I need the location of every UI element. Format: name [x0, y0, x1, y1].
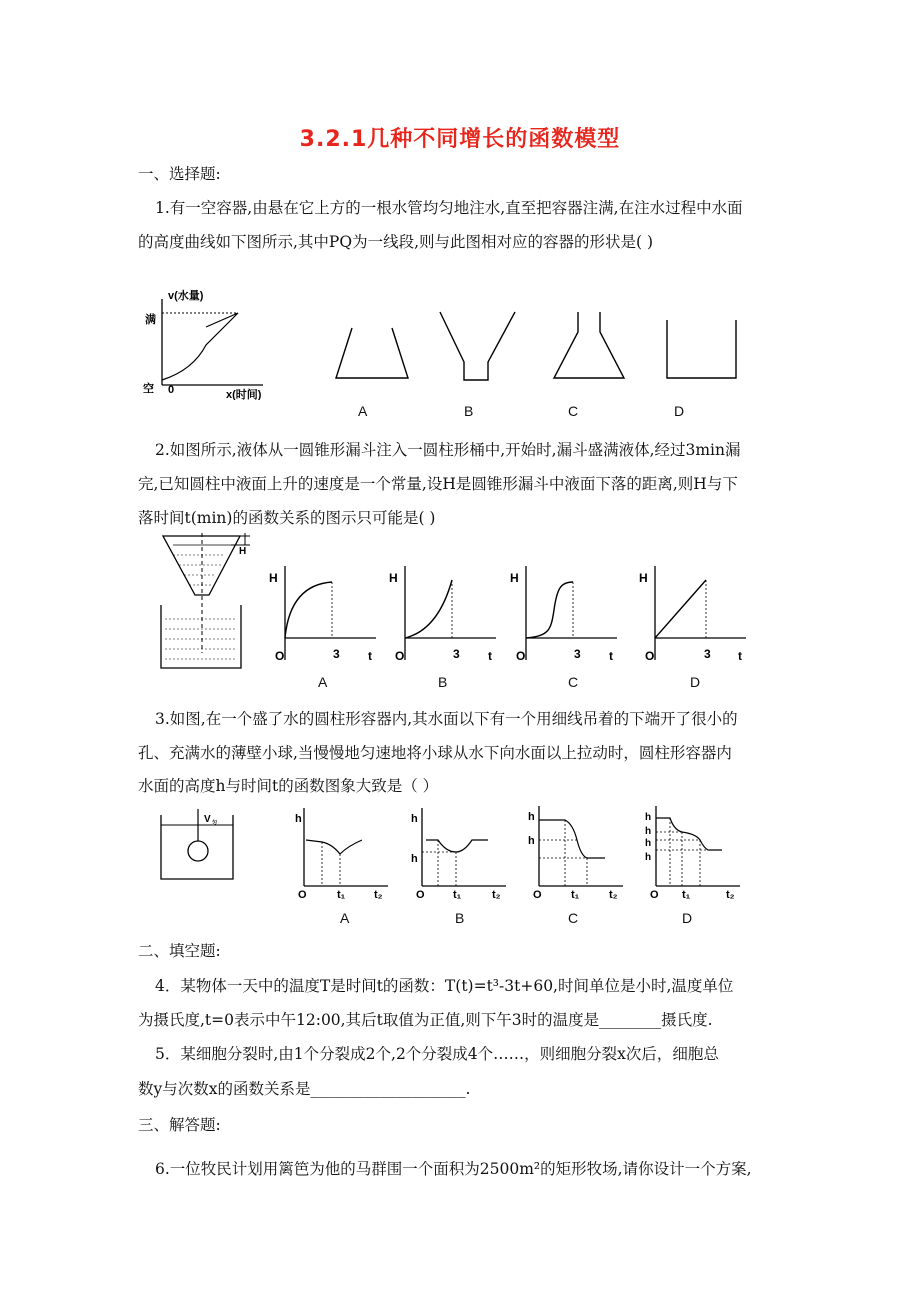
q3d-level-2: h	[645, 826, 652, 837]
q2-graph-b	[388, 560, 510, 668]
q1-shape-d	[667, 320, 736, 378]
q1-text-line2: 的高度曲线如下图所示,其中PQ为一线段,则与此图相对应的容器的形状是( )	[138, 233, 654, 251]
q3b-t2: t₂	[492, 889, 501, 900]
q2c-tick: 3	[574, 647, 581, 661]
q2-option-a: A	[318, 674, 328, 690]
q2b-y-label: H	[389, 571, 398, 585]
q3d-level-3: h	[645, 838, 652, 849]
q3a-t2: t₂	[374, 889, 383, 900]
q2-text-line1: 2.如图所示,液体从一圆锥形漏斗注入一圆柱形桶中,开始时,漏斗盛满液体,经过3min漏	[155, 441, 741, 459]
q5-text-line2: 数y与次数x的函数关系是____________________.	[138, 1080, 471, 1098]
q2a-x-label: t	[368, 649, 372, 663]
q1-container-shapes	[330, 310, 750, 385]
q3-text-line3: 水面的高度h与时间t的函数图象大致是（ ）	[138, 777, 439, 795]
q2-graph-d	[638, 560, 760, 668]
q2b-origin: O	[395, 649, 405, 663]
q3a-t1: t₁	[337, 889, 346, 900]
q3c-y-label: h	[528, 811, 535, 823]
q3c-t2: t₂	[609, 889, 618, 900]
q3d-level-1: h	[645, 812, 652, 823]
q2-option-b: B	[438, 674, 448, 690]
q3c-mid-level: h	[528, 835, 535, 847]
section-heading-solve: 三、解答题:	[138, 1116, 221, 1134]
section-heading-choice: 一、选择题:	[138, 165, 221, 183]
q3-graph-a	[292, 800, 392, 900]
q2a-origin: O	[275, 649, 285, 663]
page-title: 3.2.1几种不同增长的函数模型	[299, 127, 621, 152]
q3-container-diagram	[155, 807, 240, 885]
q3-text-line1: 3.如图,在一个盛了水的圆柱形容器内,其水面以下有一个用细线吊着的下端开了很小的	[155, 710, 738, 728]
q2-graph-a	[268, 560, 390, 668]
q3a-origin: O	[298, 889, 307, 900]
q4-text-line1: 4．某物体一天中的温度T是时间t的函数：T(t)=t³-3t+60,时间单位是小时,温度单位	[155, 977, 734, 995]
q5-text-line1: 5．某细胞分裂时,由1个分裂成2个,2个分裂成4个……，则细胞分裂x次后，细胞总	[155, 1045, 719, 1063]
q4-text-line2: 为摄氏度,t=0表示中午12:00,其后t取值为正值,则下午3时的温度是________摄氏度.	[138, 1011, 713, 1029]
q2b-x-label: t	[488, 649, 492, 663]
q1-shape-b	[440, 312, 515, 380]
q1-option-a: A	[358, 403, 368, 419]
q1-origin-label: 0	[168, 384, 175, 396]
q3c-origin: O	[533, 889, 542, 900]
q3d-t2: t₂	[726, 889, 735, 900]
q1-empty-label: 空	[143, 383, 154, 395]
q3b-origin: O	[416, 889, 425, 900]
q2a-y-label: H	[269, 571, 278, 585]
q3c-t1: t₁	[571, 889, 580, 900]
q2c-x-label: t	[609, 649, 613, 663]
section-heading-fill: 二、填空题:	[138, 942, 221, 960]
q2-text-line3: 落时间t(min)的函数关系的图示只可能是( )	[138, 509, 436, 527]
q3a-y-label: h	[295, 813, 302, 825]
q3b-low-level: h	[411, 853, 418, 865]
q2d-origin: O	[645, 649, 655, 663]
q2-funnel-h-label: H	[239, 546, 247, 557]
q2c-y-label: H	[510, 571, 519, 585]
q3b-y-label: h	[411, 813, 418, 825]
q2-option-d: D	[690, 674, 701, 690]
q1-xlabel: x(时间)	[226, 389, 262, 400]
q2-graph-c	[509, 560, 631, 668]
q3-option-b: B	[455, 910, 465, 926]
q3d-origin: O	[650, 889, 659, 900]
q3-graph-b	[408, 800, 508, 900]
q1-ylabel: v(水量)	[168, 290, 204, 302]
q1-option-d: D	[674, 403, 685, 419]
q2-funnel-diagram	[155, 533, 265, 673]
q3d-level-4: h	[645, 852, 652, 863]
q3-text-line2: 孔、充满水的薄壁小球,当慢慢地匀速地将小球从水下向水面以上拉动时，圆柱形容器内	[138, 744, 732, 762]
q3-velocity-sub: 匀	[212, 820, 218, 826]
q2d-x-label: t	[738, 649, 742, 663]
q2-option-c: C	[568, 674, 579, 690]
q2-text-line2: 完,已知圆柱中液面上升的速度是一个常量,设H是圆锥形漏斗中液面下落的距离,则H与下	[138, 475, 738, 493]
q2d-y-label: H	[639, 571, 648, 585]
q1-shape-c	[554, 312, 624, 378]
q3-graph-d	[642, 800, 742, 900]
q1-shape-a	[336, 328, 408, 378]
q3d-t1: t₁	[682, 889, 691, 900]
q2b-tick: 3	[453, 647, 460, 661]
q1-volume-graph	[138, 285, 278, 400]
q2c-origin: O	[516, 649, 526, 663]
q3-option-a: A	[340, 910, 350, 926]
q1-text-line1: 1.有一空容器,由悬在它上方的一根水管均匀地注水,直至把容器注满,在注水过程中水面	[155, 199, 743, 217]
q3-option-d: D	[682, 910, 693, 926]
q3-velocity-label: V	[204, 814, 211, 825]
q1-full-label: 满	[145, 314, 156, 326]
q1-option-c: C	[568, 403, 579, 419]
q1-option-b: B	[464, 403, 474, 419]
q3-option-c: C	[568, 910, 579, 926]
q6-text-line1: 6.一位牧民计划用篱笆为他的马群围一个面积为2500m²的矩形牧场,请你设计一个方案,	[155, 1160, 752, 1178]
q2a-tick: 3	[333, 647, 340, 661]
q2d-tick: 3	[704, 647, 711, 661]
q3b-t1: t₁	[453, 889, 462, 900]
q3-graph-c	[525, 800, 625, 900]
